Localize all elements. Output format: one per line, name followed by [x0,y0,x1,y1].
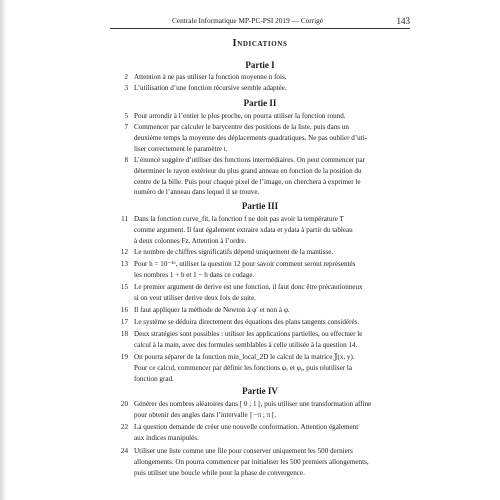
item-text [134,122,410,154]
section-heading-partie-4: Partie IV [242,386,278,396]
item-line: Attention à ne pas utiliser la fonction moyenne n fois. [134,73,287,81]
item-number: 24 [120,447,128,455]
item-number: 12 [120,248,128,256]
item-text [134,422,410,444]
item-line: pour obtenir des angles dans l’intervalle ] −π ; π [. [134,410,277,419]
item-line: numéro de l’anneau dans lequel il se trouve. [134,188,260,197]
item-line: Dans la fonction curve_fit, la fonction f ne doit pas avoir la température T [134,215,344,223]
item-line: Le nombre de chiffres significatifs dépend uniquement de la mantisse. [134,248,334,256]
item-number: 7 [124,123,128,131]
item-line: Pour h = 10⁻¹⁶, utiliser la question 12 pour savoir comment seront représentés [134,260,356,268]
item-line: à deux colonnes Fz. Attention à l’ordre. [134,236,247,245]
item-line: Générer des nombres aléatoires dans [ 0 ; 1 [, puis utiliser une transformation affine [134,400,372,408]
item-text [134,305,410,316]
page-title: Indications [232,38,288,49]
item-line: Deux stratégies sont possibles : utiliser les applications partielles, ou effectuer le [134,330,363,338]
item-line: liser correctement le paramètre t. [134,144,228,153]
item-line: si on veut utiliser derive deux fois de suite. [134,293,256,302]
item-line: On pourra séparer de la fonction min_local_2D le calcul de la matrice 𝕁(x, y). [134,353,355,361]
running-header [110,15,410,27]
page-number: 143 [396,16,410,26]
item-number: 8 [124,156,128,164]
item-line: Le système se déduira directement des équations des plans tangents considérés. [134,318,360,326]
item-line: puis utiliser une boucle while pour la phase de convergence. [134,468,305,477]
item-line: L’utilisation d’une fonction récursive semble adaptée. [134,84,287,92]
item-line: calcul à la main, avec des formules semblables à celle utilisée à la question 14. [134,340,358,349]
item-text [134,446,410,478]
item-number: 19 [120,353,128,361]
item-line: Commencer par calculer le barycentre des positions de la liste, puis dans un [134,123,349,131]
item-line: Pour arrondir à l’entier le plus proche, on pourra utiliser la fonction round. [134,112,346,120]
item-line: fonction grad. [134,374,174,383]
section-heading-partie-3: Partie III [241,201,279,211]
item-line: Pour ce calcul, commencer par définir les fonctions φₓ et φᵧ, puis réutiliser la [134,363,352,372]
item-line: déterminer le rayon extérieur du plus grand anneau en fonction de la position du [134,166,362,175]
header-rule [110,28,410,29]
item-number: 16 [120,306,128,314]
item-line: aux indices manipulés. [134,433,199,442]
item-line: Utiliser une liste comme une file pour conserver uniquement les 500 derniers [134,447,353,455]
item-number: 22 [120,423,128,431]
item-number: 3 [124,84,128,92]
item-text [134,247,410,258]
item-number: 13 [120,260,128,268]
section-heading-partie-2: Partie II [243,98,277,108]
item-line: allongements. On pourra commencer par initialiser les 500 premiers allongements, [134,457,369,466]
item-line: L’énoncé suggère d’utiliser des fonctions intermédiaires. On peut commencer par [134,156,365,164]
section-heading-partie-1: Partie I [245,60,275,70]
item-text [134,111,410,122]
item-text [134,399,410,421]
item-text [134,214,410,246]
item-text [134,259,410,281]
running-title: Centrale Informatique MP-PC-PSI 2019 — Corrigé [172,16,323,25]
item-number: 15 [120,283,128,291]
item-number: 11 [121,215,128,223]
item-number: 17 [120,318,128,326]
item-text [134,155,410,198]
item-line: les nombres 1 + h et 1 − h dans ce codage. [134,270,255,279]
item-number: 2 [124,73,128,81]
item-line: Le premier argument de derive est une fonction, il faut donc être précautionneux [134,283,363,291]
item-line: Il faut appliquer la méthode de Newton à φ′ et non à φ. [134,306,290,314]
item-line: centre de la bille. Puis pour chaque pixel de l’image, on cherchera à exprimer le [134,177,361,186]
item-text [134,72,410,83]
item-number: 18 [120,330,128,338]
item-text [134,282,410,304]
item-text [134,352,410,384]
item-number: 5 [124,112,128,120]
item-line: La question demande de créer une nouvelle conformation. Attention également [134,423,359,431]
item-line: deuxième temps la moyenne des déplacements quadratiques. Ne pas oublier d’uti- [134,133,368,142]
item-text [134,329,410,351]
item-line: comme argument. Il faut également extraire xdata et ydata à partir du tableau [134,225,353,234]
item-number: 20 [120,400,128,408]
item-text [134,317,410,328]
item-text [134,83,410,94]
